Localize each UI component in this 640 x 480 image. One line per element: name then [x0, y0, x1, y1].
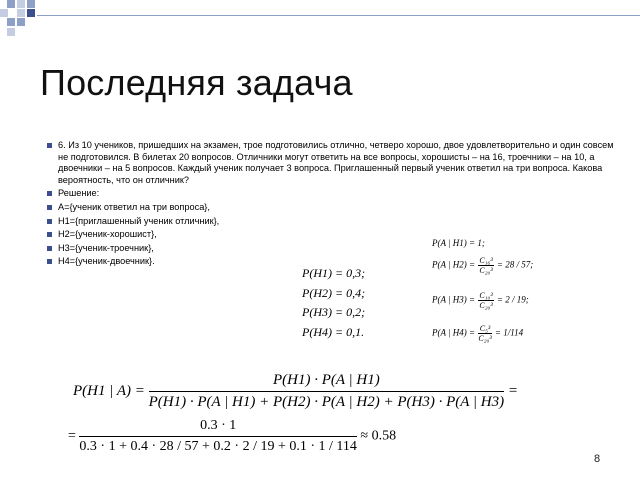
likelihood-h1: P(A | H1) = 1;	[432, 238, 485, 248]
bayes-fraction: $\frac{P(H1) \cdot P(A | H1)}{P(H1) \cdot P(A | H1) + P(H2) \cdot P(A | H2) + P(H3) \cdot P(A | H3)}$	[148, 372, 505, 410]
event-h4: H4={ученик-двоечник}.	[47, 256, 617, 268]
numeric-formula: = $\frac{0.3 \cdot 1}{0.3 \cdot 1 + 0.4 \cdot 28 / 57 + 0.2 \cdot 2 / 19 + 0.1 \cdot 1 / 114}$ ≈ 0.58	[68, 418, 397, 454]
decor-square	[7, 0, 15, 8]
decor-square	[0, 9, 8, 17]
solution-label: Решение:	[47, 188, 617, 200]
combination-fraction: $\frac{\text{C₅³}}{\text{C₂₀³}}$	[478, 324, 492, 343]
numeric-fraction: $\frac{0.3 \cdot 1}{0.3 \cdot 1 + 0.4 \cdot 28 / 57 + 0.2 \cdot 2 / 19 + 0.1 \cdot 1 / 114}$	[79, 418, 357, 454]
priors-block	[302, 264, 365, 342]
header-rule	[37, 15, 640, 16]
prior-h1: P(H1) = 0,3;	[302, 266, 366, 280]
combination-fraction: $\frac{\text{C₁₀³}}{\text{C₂₀³}}$	[479, 291, 493, 310]
event-h3: H3={ученик-троечник},	[47, 243, 617, 255]
bayes-formula: P(H1 | A) = $\frac{P(H1) \cdot P(A | H1)}{P(H1) \cdot P(A | H1) + P(H2) \cdot P(A | H2) + P(H3) \cdot P(A | H3)}$ =	[73, 372, 518, 410]
event-h2: H2={ученик-хорошист},	[47, 229, 617, 241]
decor-square	[7, 28, 15, 36]
event-h1: H1={приглашенный ученик отличник},	[47, 216, 617, 228]
decor-square	[27, 9, 35, 17]
decor-square	[17, 9, 25, 17]
likelihood-h4: P(A | H4) = $\frac{\text{C₅³}}{\text{C₂₀³}}$ = 1/114	[432, 324, 524, 343]
problem-text: 6. Из 10 учеников, пришедших на экзамен, трое подготовились отлично, четверо хорошо, двое удовлетворительно и один совсем не подготовился. В билетах 20 вопросов. Отличники могут ответить на все вопросы, хорошисты – на 16, троечники – на 10, а двоечники – на 5 вопросов. Каждый ученик получает 3 вопроса. Приглашенный первый ученик ответил на три вопроса. Какова вероятность, что он отличник?	[47, 140, 617, 186]
decor-square	[17, 0, 25, 8]
prior-h2: P(H2) = 0,4;	[302, 285, 366, 300]
likelihood-h3: P(A | H3) = $\frac{\text{C₁₀³}}{\text{C₂₀³}}$ = 2 / 19;	[432, 291, 529, 310]
decor-square	[17, 18, 25, 26]
event-a: A={ученик ответил на три вопроса},	[47, 202, 617, 214]
combination-fraction: $\frac{\text{C₁₆³}}{\text{C₂₀³}}$	[479, 256, 493, 275]
prior-h4: P(H4) = 0,1.	[302, 324, 365, 339]
prior-h3: P(H3) = 0,2;	[302, 305, 366, 319]
decor-square	[27, 0, 35, 8]
slide-title: Последняя задача	[40, 62, 353, 103]
decor-square	[7, 18, 15, 26]
likelihood-h2: P(A | H2) = $\frac{\text{C₁₆³}}{\text{C₂₀³}}$ = 28 / 57;	[432, 256, 534, 275]
page-number: 8	[594, 453, 601, 465]
content-list	[47, 140, 617, 270]
